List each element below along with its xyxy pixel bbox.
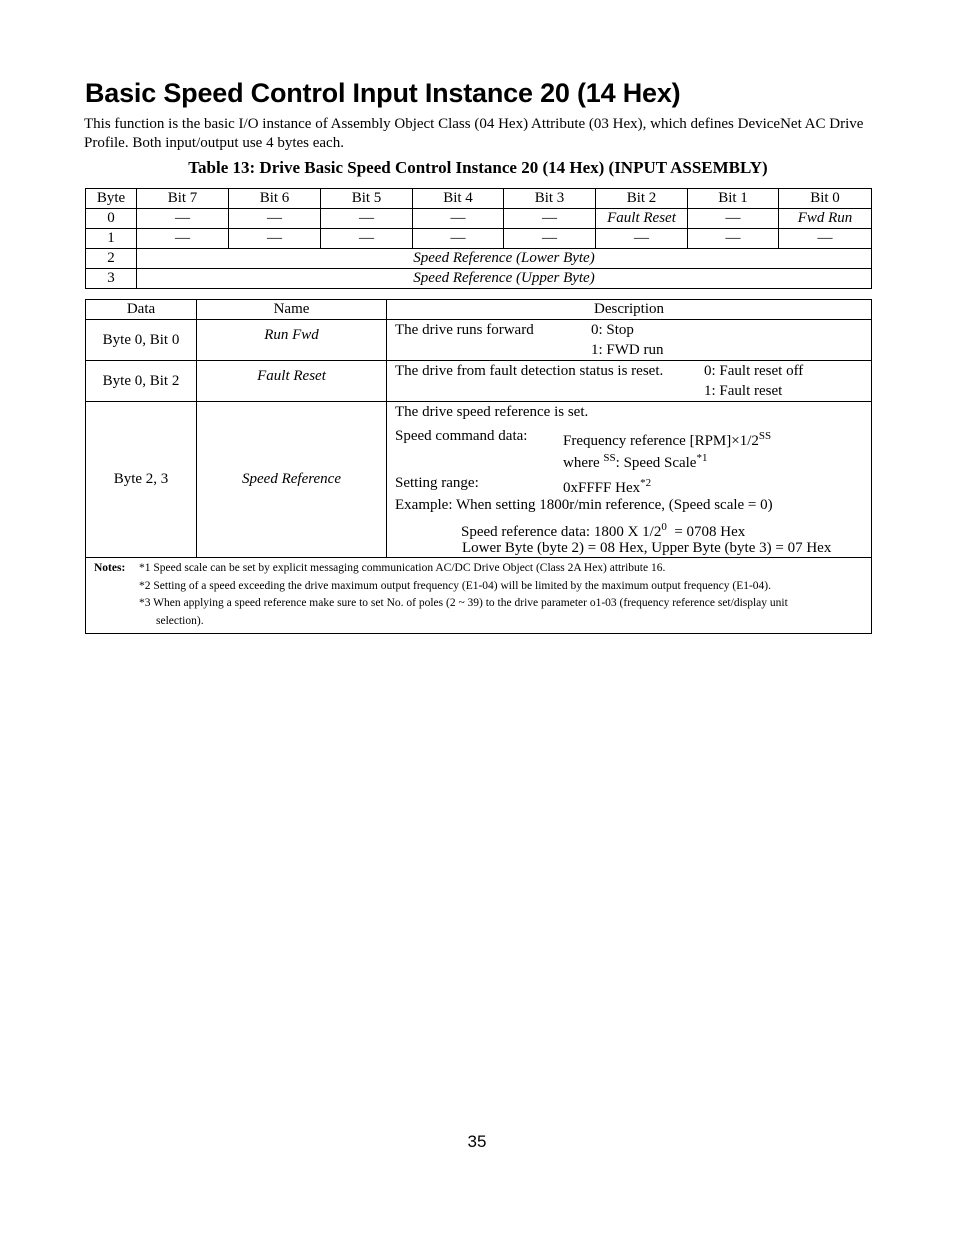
table-row xyxy=(86,269,872,289)
value-text: 0: Stop xyxy=(591,322,634,338)
bit-cell: — xyxy=(321,229,413,249)
bit-table-header-row xyxy=(86,189,872,209)
footnote-ref: *2 xyxy=(640,477,652,489)
table-row xyxy=(86,402,872,558)
note-1: *1 Speed scale can be set by explicit messaging communication AC/DC Drive Object (Class 2A Hex) attribute 16. xyxy=(139,562,666,574)
description-text: The drive speed reference is set. xyxy=(395,404,589,420)
byte-cell: 2 xyxy=(86,249,137,269)
page-number: 35 xyxy=(467,1132,487,1151)
bit-cell: — xyxy=(229,209,321,229)
value-text: 0: Fault reset off xyxy=(704,363,804,379)
notes-row xyxy=(86,558,872,634)
table-row xyxy=(86,249,872,269)
desc-table-header-row xyxy=(86,300,872,320)
bit-cell: — xyxy=(596,229,688,249)
bit-cell: — xyxy=(137,209,229,229)
name-cell: Speed Reference xyxy=(197,402,387,558)
note-3-continued: selection). xyxy=(156,614,204,627)
description-cell xyxy=(387,402,872,558)
footnote-ref: *1 xyxy=(696,452,708,464)
description-text: The drive runs forward xyxy=(395,322,534,338)
superscript: SS xyxy=(603,452,616,464)
header-cell: Bit 6 xyxy=(229,189,321,209)
page-title: Basic Speed Control Input Instance 20 (14 Hex) xyxy=(85,78,681,108)
name-cell: Fault Reset xyxy=(197,361,387,402)
range-text: 0xFFFF Hex xyxy=(563,480,641,496)
data-cell: Byte 2, 3 xyxy=(86,402,197,558)
bit-cell: — xyxy=(413,209,504,229)
bit-cell: — xyxy=(779,229,872,249)
value-text: 1: FWD run xyxy=(591,342,664,358)
bit-cell: — xyxy=(504,209,596,229)
byte-cell: 3 xyxy=(86,269,137,289)
example-text: Example: When setting 1800r/min reference, (Speed scale = 0) xyxy=(395,497,773,513)
bit-cell: — xyxy=(688,209,779,229)
example-formula: Speed reference data: 1800 X 1/2 xyxy=(461,524,662,540)
description-text: The drive from fault detection status is reset. xyxy=(395,363,664,379)
example-result: = 0708 Hex xyxy=(666,524,746,540)
value-text: 1: Fault reset xyxy=(704,383,783,399)
label-text: Setting range: xyxy=(395,475,479,491)
table-row xyxy=(86,229,872,249)
header-cell: Bit 2 xyxy=(596,189,688,209)
superscript: SS xyxy=(758,430,772,442)
header-cell: Bit 1 xyxy=(688,189,779,209)
where-text: : Speed Scale xyxy=(615,455,697,471)
header-cell: Byte xyxy=(86,189,137,209)
notes-cell xyxy=(86,558,872,634)
header-cell: Bit 5 xyxy=(321,189,413,209)
header-cell: Bit 0 xyxy=(779,189,872,209)
bit-cell: Fault Reset xyxy=(596,209,688,229)
header-cell: Description xyxy=(387,300,872,320)
example-bytes-text: Lower Byte (byte 2) = 08 Hex, Upper Byte (byte 3) = 07 Hex xyxy=(462,540,832,556)
where-text: where xyxy=(563,455,604,471)
bit-cell: — xyxy=(229,229,321,249)
bit-cell: — xyxy=(688,229,779,249)
intro-paragraph: This function is the basic I/O instance of Assembly Object Class (04 Hex) Attribute (03 Hex), which defines DeviceNet AC Drive Profile. Both input/output use 4 bytes each. xyxy=(84,116,864,151)
header-cell: Bit 4 xyxy=(413,189,504,209)
speed-ref-lower-cell: Speed Reference (Lower Byte) xyxy=(137,249,872,269)
header-cell: Name xyxy=(197,300,387,320)
description-cell xyxy=(387,361,872,402)
data-cell: Byte 0, Bit 0 xyxy=(86,320,197,361)
label-text: Speed command data: xyxy=(395,428,528,444)
table-row xyxy=(86,209,872,229)
formula-text: Frequency reference [RPM]×1/2 xyxy=(563,433,759,449)
bit-cell: — xyxy=(504,229,596,249)
bit-cell: — xyxy=(413,229,504,249)
bit-cell: — xyxy=(137,229,229,249)
data-cell: Byte 0, Bit 2 xyxy=(86,361,197,402)
bit-map-table xyxy=(85,188,872,289)
table-row xyxy=(86,361,872,402)
header-cell: Bit 3 xyxy=(504,189,596,209)
description-cell xyxy=(387,320,872,361)
description-table xyxy=(85,299,872,634)
bit-cell: Fwd Run xyxy=(779,209,872,229)
note-2: *2 Setting of a speed exceeding the drive maximum output frequency (E1-04) will be limited by the maximum output frequency (E1-04). xyxy=(139,579,772,592)
name-cell: Run Fwd xyxy=(197,320,387,361)
notes-label: Notes: xyxy=(94,562,126,574)
table-row xyxy=(86,320,872,361)
byte-cell: 0 xyxy=(86,209,137,229)
superscript: 0 xyxy=(661,521,667,533)
table-caption: Table 13: Drive Basic Speed Control Instance 20 (14 Hex) (INPUT ASSEMBLY) xyxy=(188,158,768,177)
header-cell: Data xyxy=(86,300,197,320)
note-3: *3 When applying a speed reference make sure to set No. of poles (2 ~ 39) to the drive parameter o1-03 (frequency reference set/display unit xyxy=(139,597,788,609)
bit-cell: — xyxy=(321,209,413,229)
byte-cell: 1 xyxy=(86,229,137,249)
header-cell: Bit 7 xyxy=(137,189,229,209)
speed-ref-upper-cell: Speed Reference (Upper Byte) xyxy=(137,269,872,289)
